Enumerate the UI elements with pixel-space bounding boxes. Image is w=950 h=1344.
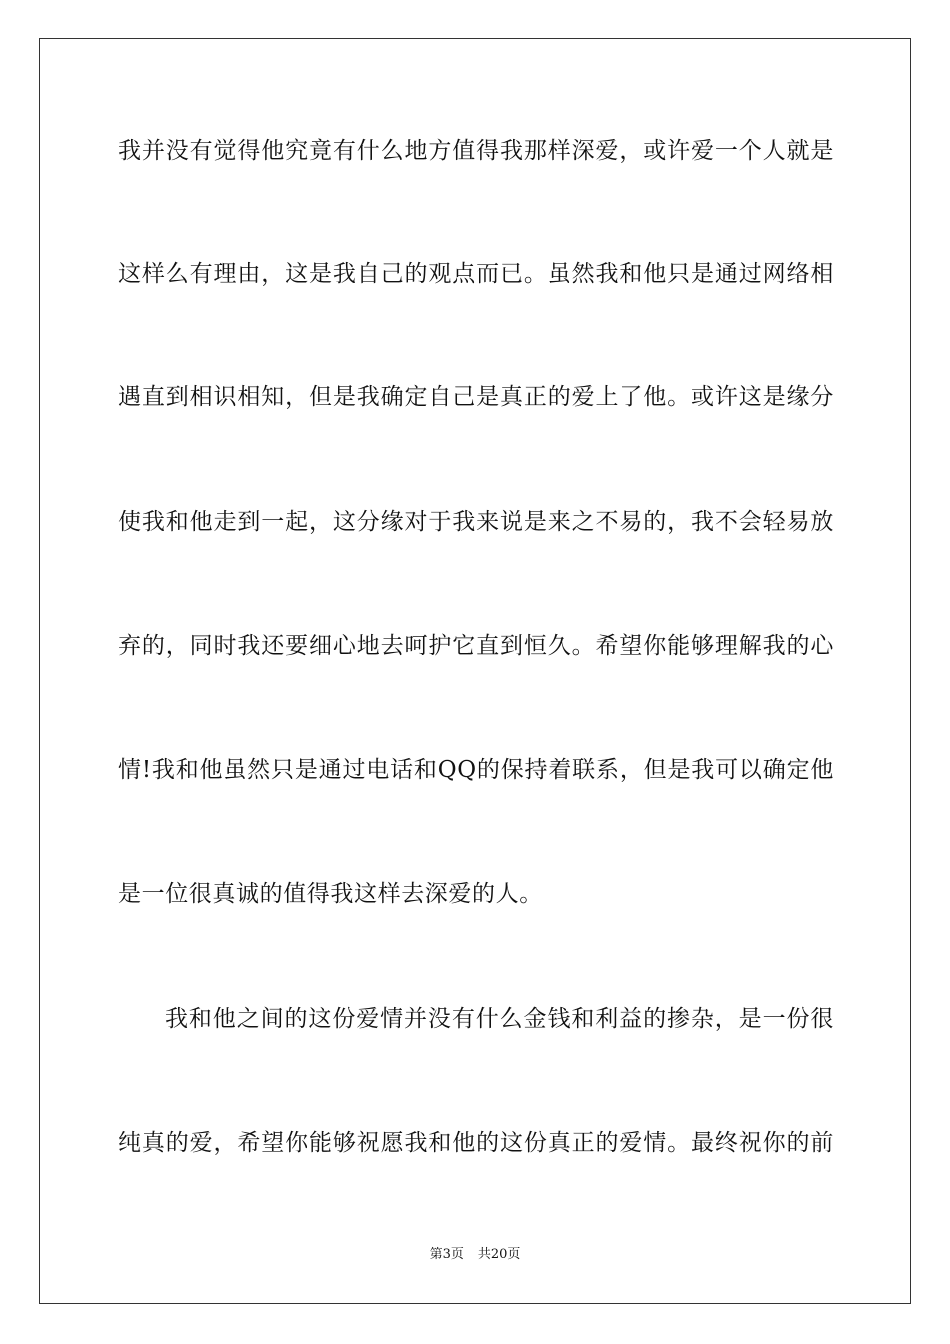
text-line: 使我和他走到一起，这分缘对于我来说是来之不易的，我不会轻易放 — [118, 509, 834, 535]
page-number: 第3页 — [429, 1247, 464, 1262]
text-line: 遇直到相识相知，但是我确定自己是真正的爱上了他。或许这是缘分 — [118, 384, 834, 410]
text-line: 情!我和他虽然只是通过电话和QQ的保持着联系，但是我可以确定他 — [118, 757, 834, 783]
text-line: 是一位很真诚的值得我这样去深爱的人。 — [118, 881, 543, 907]
text-line: 弃的，同时我还要细心地去呵护它直到恒久。希望你能够理解我的心 — [118, 633, 834, 659]
text-line: 纯真的爱，希望你能够祝愿我和他的这份真正的爱情。最终祝你的前 — [118, 1130, 834, 1156]
text-line: 这样么有理由，这是我自己的观点而已。虽然我和他只是通过网络相 — [118, 261, 834, 287]
page-footer — [0, 1246, 950, 1264]
page-total: 共20页 — [477, 1247, 521, 1262]
paragraph-first-line: 我和他之间的这份爱情并没有什么金钱和利益的掺杂，是一份很 — [165, 1006, 834, 1032]
page-border — [39, 38, 911, 1304]
text-line: 我并没有觉得他究竟有什么地方值得我那样深爱，或许爱一个人就是 — [118, 138, 834, 164]
